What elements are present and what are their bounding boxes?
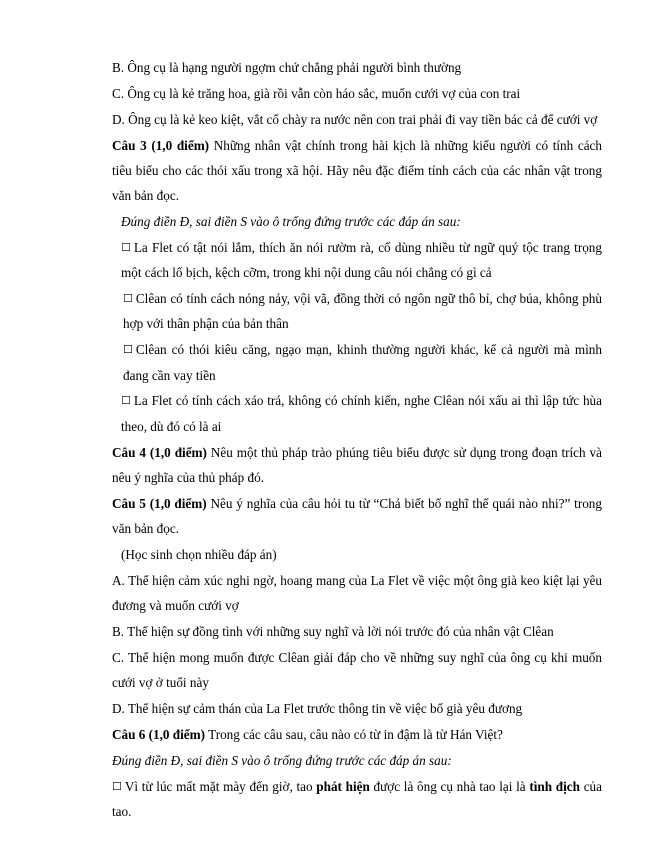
- option-b-q5: B. Thể hiện sự đồng tình với những suy nghĩ và lời nói trước đó của nhân vật Clêan: [112, 624, 554, 640]
- checkbox-item-1[interactable]: [112, 235, 602, 286]
- question-5-label: Câu 5 (1,0 điểm): [112, 495, 207, 511]
- checkbox-icon[interactable]: ☐: [123, 343, 133, 357]
- checkbox-item-5-part-3: được là ông cụ nhà tao lại là: [369, 778, 530, 794]
- checkbox-item-5-part-4: tình địch: [529, 778, 580, 794]
- question-4-text: Nêu một thủ pháp trào phúng tiêu biểu được sử dụng trong đoạn trích và nêu ý nghĩa của thủ pháp đó.: [112, 444, 602, 485]
- option-b-q2: B. Ông cụ là hạng người ngợm chứ chẳng phải người bình thường: [112, 60, 462, 75]
- checkbox-icon[interactable]: ☐: [112, 779, 122, 793]
- question-4: [112, 440, 602, 491]
- option-d-q2: D. Ông cụ là kẻ keo kiệt, vắt cổ chày ra nước nên con trai phải đi vay tiền bác cả để cưới vợ: [112, 111, 598, 127]
- note-multiple-answers: (Học sinh chọn nhiều đáp án): [121, 547, 277, 563]
- checkbox-item-1-text: La Flet có tật nói lắm, thích ăn nói rườm rà, cố dùng nhiều từ ngữ quý tộc trang trọng một cách lố bịch, kệch cỡm, trong khi nội dung câu nói chẳng có gì cả: [121, 239, 602, 281]
- checkbox-icon[interactable]: ☐: [121, 394, 131, 408]
- checkbox-item-5-part-2: phát hiện: [316, 778, 370, 794]
- option-c-q5: C. Thể hiện mong muốn được Clêan giải đáp cho về những suy nghĩ của ông cụ khi muốn cưới vợ ở tuổi này: [112, 649, 602, 691]
- question-6: [112, 722, 602, 747]
- checkbox-icon[interactable]: ☐: [121, 240, 131, 254]
- checkbox-item-4[interactable]: [112, 388, 602, 439]
- checkbox-icon[interactable]: ☐: [123, 292, 133, 306]
- question-5-text: Nêu ý nghĩa của câu hỏi tu từ “Chả biết bố nghĩ thế quái nào nhi?” trong văn bản đọc.: [112, 495, 602, 537]
- option-c-q2: C. Ông cụ là kẻ trăng hoa, già rồi vẫn còn háo sắc, muốn cưới vợ của con trai: [112, 85, 521, 101]
- checkbox-item-5[interactable]: [112, 774, 602, 825]
- checkbox-item-2[interactable]: [112, 286, 602, 337]
- checkbox-item-5-part-5: của tao.: [112, 778, 602, 819]
- question-6-label: Câu 6 (1,0 điểm): [112, 726, 206, 742]
- question-3: [112, 133, 602, 209]
- option-a-q5: A. Thể hiện cảm xúc nghi ngờ, hoang mang của La Flet về việc một ông già keo kiệt lại yêu đương và muốn cưới vợ: [112, 572, 602, 614]
- question-4-label: Câu 4 (1,0 điểm): [112, 444, 207, 460]
- checkbox-item-4-text: La Flet có tính cách xáo trá, không có chính kiến, nghe Clêan nói xấu ai thì lập tức hùa theo, dù đó có là ai: [121, 393, 602, 434]
- question-3-text: Những nhân vật chính trong hài kịch là những kiểu người có tính cách tiêu biểu cho các thói xấu trong xã hội. Hãy nêu đặc điểm tính cách của các nhân vật trong văn bản đọc.: [112, 137, 603, 204]
- option-d-q5: D. Thể hiện sự cảm thán của La Flet trước thông tin về việc bố già yêu đương: [112, 701, 523, 717]
- instruction-q6: Đúng điền Đ, sai điền S vào ô trống đứng trước các đáp án sau:: [112, 752, 452, 768]
- checkbox-item-3-text: Clêan có thói kiêu căng, ngạo mạn, khinh thường người khác, kể cả người mà mình đang cần vay tiền: [123, 342, 602, 383]
- question-5: [112, 491, 602, 542]
- checkbox-item-5-part-1: Vì từ lúc mất mặt mày đến giờ, tao: [124, 778, 317, 794]
- question-6-text: Trong các câu sau, câu nào có từ in đậm là từ Hán Việt?: [205, 726, 503, 742]
- checkbox-item-2-text: Clêan có tính cách nóng nảy, vội vã, đồng thời có ngôn ngữ thô bỉ, chợ búa, không phù hợp với thân phận của bản thân: [123, 291, 602, 332]
- question-3-label: Câu 3 (1,0 điểm): [112, 137, 210, 153]
- checkbox-item-3[interactable]: [112, 337, 602, 388]
- document-body: [112, 55, 602, 824]
- instruction-q3: Đúng điền Đ, sai điền S vào ô trống đứng trước các đáp án sau:: [121, 214, 461, 230]
